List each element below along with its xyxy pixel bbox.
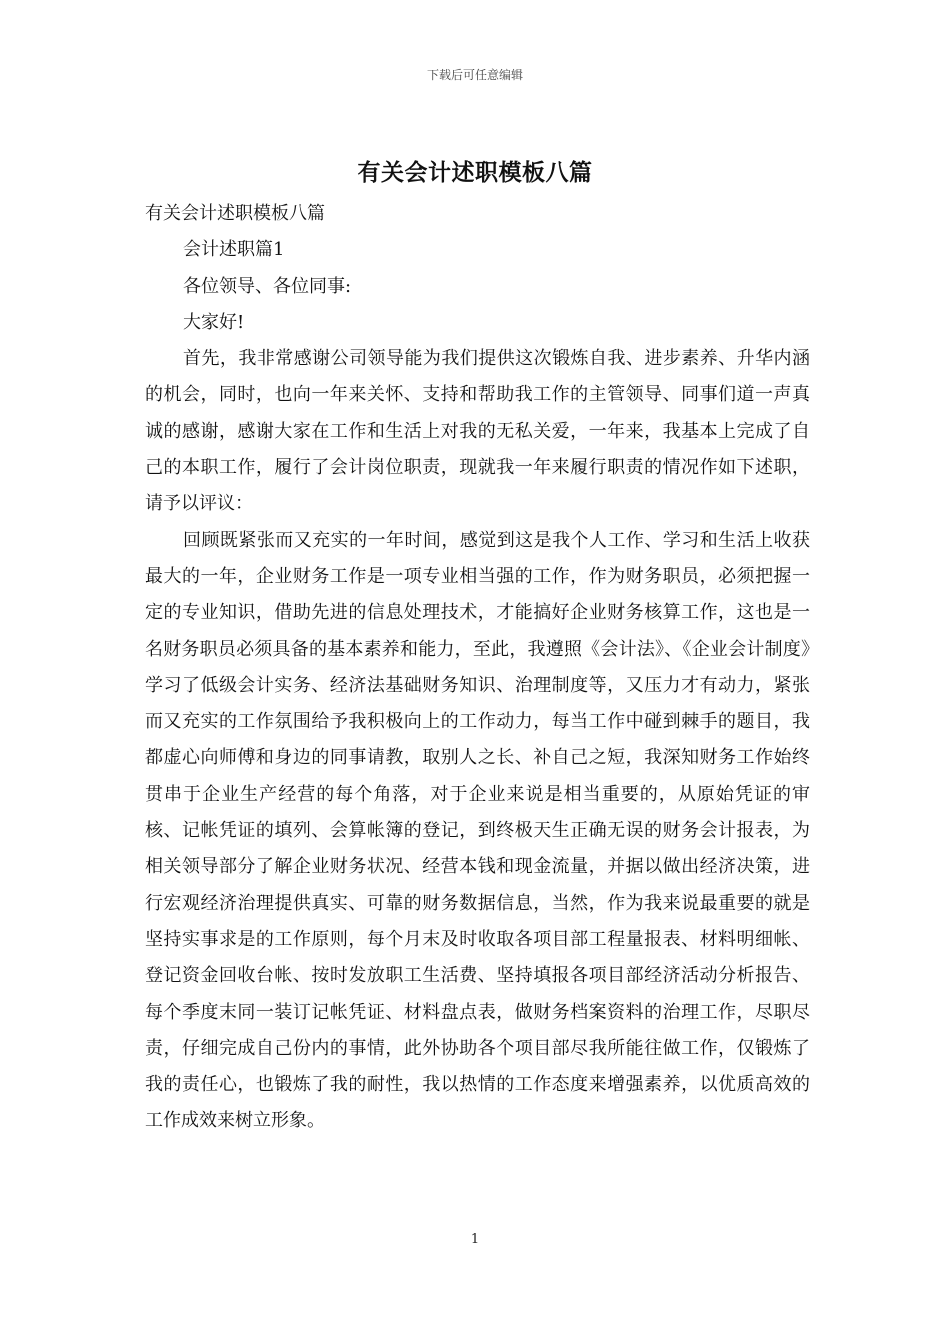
- section-heading: 会计述职篇1: [183, 239, 285, 261]
- body-paragraph: 首先，我非常感谢公司领导能为我们提供这次锻炼自我、进步素养、升华内涵的机会，同时，也向一年来关怀、支持和帮助我工作的主管领导、同事们道一声真诚的感谢，感谢大家在工作和生活上对我的无私关爱，一年来，我基本上完成了自己的本职工作，履行了会计岗位职责，现就我一年来履行职责的情况作如下述职，请予以评议：: [145, 348, 810, 515]
- document-body: [145, 196, 810, 1140]
- subtitle-line: 有关会计述职模板八篇: [145, 203, 325, 224]
- page-header: 下载后可任意编辑: [426, 68, 523, 82]
- document-title: 有关会计述职模板八篇: [357, 160, 593, 186]
- page-number: 1: [470, 1232, 480, 1247]
- salutation: 各位领导、各位同事:: [183, 275, 352, 297]
- body-paragraph: 回顾既紧张而又充实的一年时间，感觉到这是我个人工作、学习和生活上收获最大的一年，企业财务工作是一项专业相当强的工作，作为财务职员，必须把握一定的专业知识，借助先进的信息处理技术，才能搞好企业财务核算工作，这也是一名财务职员必须具备的基本素养和能力，至此，我遵照《会计法》、《企业会计制度》学习了低级会计实务、经济法基础财务知识、治理制度等，又压力才有动力，紧张而又充实的工作氛围给予我积极向上的工作动力，每当工作中碰到棘手的题目，我都虚心向师傅和身边的同事请教，取别人之长、补自己之短，我深知财务工作始终贯串于企业生产经营的每个角落，对于企业来说是相当重要的，从原始凭证的审核、记帐凭证的填列、会算帐簿的登记，到终极天生正确无误的财务会计报表，为相关领导部分了解企业财务状况、经营本钱和现金流量，并据以做出经济决策，进行宏观经济治理提供真实、可靠的财务数据信息，当然，作为我来说最重要的就是坚持实事求是的工作原则，每个月末及时收取各项目部工程量报表、材料明细帐、登记资金回收台帐、按时发放职工生活费、坚持填报各项目部经济活动分析报告、每个季度末同一装订记帐凭证、材料盘点表，做财务档案资料的治理工作，尽职尽责，仔细完成自己份内的事情，此外协助各个项目部尽我所能往做工作，仅锻炼了我的责任心，也锻炼了我的耐性，我以热情的工作态度来增强素养，以优质高效的工作成效来树立形象。: [145, 529, 810, 1132]
- greeting: 大家好!: [183, 311, 245, 333]
